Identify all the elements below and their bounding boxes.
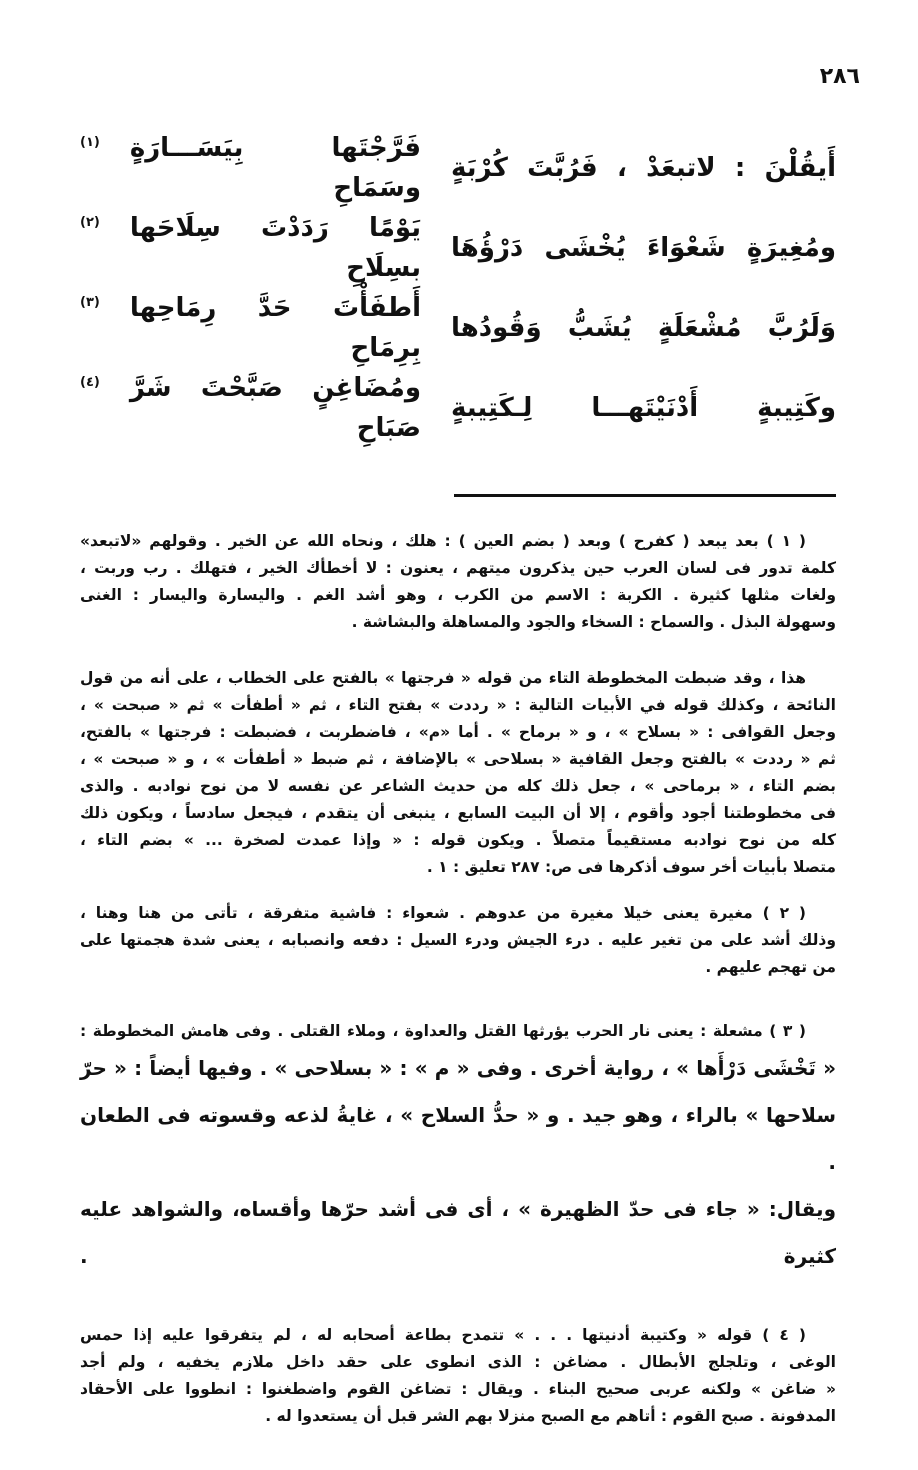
footnote-line: وذلك أشد على من تغير عليه . درء الجيش ودرء السيل : دفعه وانصبابه ، يعنى شدة هجمتها على (80, 931, 836, 949)
verse-1-first-hemistich: أَيقُلْنَ : لاتبعَدْ ، فَرُبَّتَ كُرْبَةٍ (451, 153, 836, 183)
footnote-line: ثم « رددت » بالفتح وجعل القافية « بسلاحى » بالإضافة ، ثم ضبط « أطفأت » ، و « صبحت » ، (80, 750, 836, 768)
footnote-line: النائحة ، وكذلك قوله في الأبيات التالية : « رددت » بفتح التاء ، ثم « أطفأت » ثم « صبحت » ، (80, 696, 836, 714)
verse-3-note-marker: (٣) (80, 295, 100, 310)
verse-2-first-hemistich: ومُغِيرَةٍ شَعْوَاءَ يُخْشَى دَرْؤُهَا (451, 233, 836, 263)
verse-3-second-hemistich: أَطفَأْتَ حَدَّ رِمَاحِها بِرِمَاحِ (129, 293, 421, 363)
footnote-line: ويقال: « جاء فى حدّ الظهيرة » ، أى فى أشد حرّها وأقساه، والشواهد عليه كثيرة . (80, 1197, 836, 1268)
footnote-line: سلاحها » بالراء ، وهو جيد . و « حدُّ السلاح » ، غايةُ لذعه وقسوته فى الطعان . (80, 1103, 836, 1174)
footnote-line: متصلا بأبيات أخر سوف أذكرها فى ص: ٢٨٧ تعليق : ١ . (426, 858, 836, 876)
footnote-line: هذا ، وقد ضبطت المخطوطة التاء من قوله « فرجتها » بالفتح على الخطاب ، على أنه من قول (80, 669, 806, 687)
verse-4-first-hemistich: وكَتِيبةٍ أَدْنَيْتَهـــا لِـكَتِيبةٍ (451, 393, 836, 423)
footnote-1 (80, 528, 836, 636)
verse-1-note-marker: (١) (80, 135, 100, 150)
footnote-4 (80, 1322, 836, 1470)
verse-3-first-hemistich: وَلَرُبَّ مُشْعَلَةٍ يُشَبُّ وَقُودُها (451, 313, 836, 343)
footnote-line: وجعل القوافى : « بسلاح » ، و « برماح » . أما «م» ، فاضطربت ، فضبطت : فرجتها » بالفتح، (80, 723, 836, 741)
footnote-line: ( ١ ) بعد يبعد ( كفرح ) وبعد ( بضم العين ) : هلك ، ونحاه الله عن الخير . وقولهم «لاتبعد» (80, 532, 806, 550)
verse-4-second-hemistich: ومُضَاغِنٍ صَبَّحْتَ شَرَّ صَبَاحِ (129, 373, 421, 443)
verse-4 (80, 368, 836, 448)
poem (80, 128, 836, 448)
book-page (80, 62, 860, 1470)
page-number: ٢٨٦ (819, 64, 860, 89)
footnote-line: وسهولة البذل . والسماح : السخاء والجود والمساهلة والبشاشة . (351, 613, 836, 631)
footnote-line: كلمة تدور فى لسان العرب حين يذكرون ميتهم ، يعنون : لا أخطأك الخير ، فتهلك . رب وربت ، (80, 559, 836, 577)
footnote-line: ولغات مثلها كثيرة . الكربة : الاسم من الكرب ، وهو أشد الغم . واليسارة واليسار : الغنى (80, 586, 836, 604)
footnote-line: كله من نوح نوادبه مستقيماً متصلاً . ويكون قوله : « وإذا عمدت لصخرة ... » بضم التاء ، (80, 831, 836, 849)
footnote-2 (80, 900, 836, 981)
footnote-line: « تَخْشَى دَرْأَها » ، رواية أخرى . وفى « م » : « بسلاحى » . وفيها أيضاً : « حرّ (80, 1056, 836, 1080)
footnote-line: ( ٤ ) قوله « وكتيبة أدنيتها . . . » تتمدح بطاعة أصحابه له ، لم يتفرقوا عليه إذا حمس (80, 1326, 806, 1344)
footnote-line: ( ٣ ) مشعلة : يعنى نار الحرب يؤرثها القتل والعداوة ، وملاء القتلى . وفى هامش المخطوطة : (80, 1022, 806, 1040)
verse-1 (80, 128, 836, 208)
verse-1-second-hemistich: فَرَّجْتَها بِيَسَـــارَةٍ وسَمَاحِ (129, 133, 421, 203)
verse-2 (80, 208, 836, 288)
verse-2-note-marker: (٢) (80, 215, 100, 230)
verse-2-second-hemistich: يَوْمًا رَدَدْتَ سِلَاحَها بسِلَاحِ (129, 213, 421, 283)
footnote-line: ( ٢ ) مغيرة يعنى خيلا مغيرة من عدوهم . شعواء : فاشية متفرقة ، تأتى من هنا وهنا ، (80, 904, 807, 922)
verse-3 (80, 288, 836, 368)
footnote-line: بضم التاء ، « برماحى » ، جعل ذلك كله من حديث الشاعر عن نفسه لا من نوح نوادبه . والذى (80, 777, 836, 795)
footnote-line: الوغى ، وتلجلج الأبطال . مضاغن : الذى انطوى على حقد داخل ملازم يخفيه ، ولم أجد (80, 1353, 836, 1371)
footnote-3 (80, 1018, 836, 1280)
footnote-line: « ضاغن » ولكنه عربى صحيح البناء . ويقال : تضاغن القوم واضطغنوا : انطووا على الأحقاد (80, 1380, 836, 1398)
verse-4-note-marker: (٤) (80, 375, 100, 390)
footnote-line: المدفونة . صبح القوم : أتاهم مع الصبح منزلا بهم الشر قبل أن يستعدوا له . (265, 1407, 836, 1425)
footnote-line: من تهجم عليهم . (705, 958, 836, 976)
footnote-line: فى مخطوطتنا أجود وأقوم ، إلا أن البيت السابع ، ينبغى أن يتقدم ، فيجعل سادساً ، ويكون ذلك (80, 804, 836, 822)
editor-note (80, 665, 836, 881)
footnote-separator-rule (454, 494, 836, 497)
